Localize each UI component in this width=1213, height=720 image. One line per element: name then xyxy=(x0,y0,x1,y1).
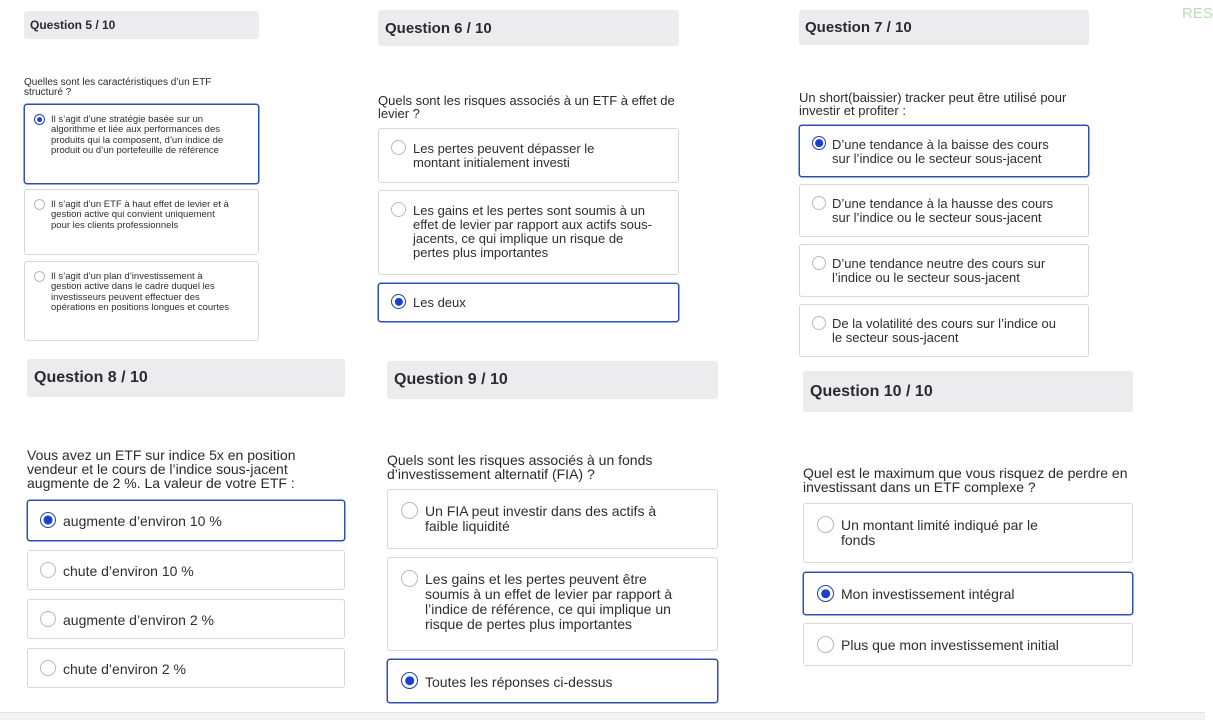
question-6-header xyxy=(378,10,679,46)
q6-option-1-text: Les pertes peuvent dépasser le montant initialement investi xyxy=(413,141,595,171)
q9-option-1-text: Un FIA peut investir dans des actifs à faible liquidité xyxy=(425,503,657,535)
q7-option-4-radio[interactable] xyxy=(812,316,826,330)
q7-option-3[interactable] xyxy=(799,244,1089,297)
q8-option-1-radio[interactable] xyxy=(40,512,56,528)
q6-option-3-radio[interactable] xyxy=(391,294,406,309)
q7-option-1[interactable] xyxy=(799,125,1089,177)
q8-option-1[interactable] xyxy=(27,500,345,541)
q8-option-1-text: augmente d’environ 10 % xyxy=(63,513,222,529)
q10-option-1-radio[interactable] xyxy=(817,516,834,533)
question-10-header xyxy=(803,371,1133,412)
question-9-text: Quels sont les risques associés à un fonds d’investissement alternatif (FIA) ? xyxy=(387,452,653,482)
q6-option-1-radio[interactable] xyxy=(391,140,406,155)
q8-option-4-text: chute d’environ 2 % xyxy=(63,661,186,677)
q6-option-2[interactable] xyxy=(378,190,679,275)
q10-option-1[interactable] xyxy=(803,503,1133,563)
q5-option-1-text: Il s’agit d’une stratégie basée sur un algorithme et liée aux performances des produits qui la composent, d’un indice de produit ou d’un portefeuille de référence xyxy=(51,114,224,156)
q5-option-3-text: Il s’agit d’un plan d’investissement à gestion active dans le cadre duquel les investisseurs peuvent effectuer des opérations en positions longues et courtes xyxy=(51,271,229,313)
q9-option-2-text: Les gains et les pertes peuvent être soumis à un effet de levier par rapport à l’indice de référence, ce qui implique un risque de pertes plus importantes xyxy=(425,571,673,633)
q5-option-3-radio[interactable] xyxy=(34,271,45,282)
q5-option-2-text: Il s’agit d’un ETF à haut effet de levier et à gestion active qui convient uniquement pour les clients professionnels xyxy=(51,199,229,231)
question-10-text: Quel est le maximum que vous risquez de perdre en investissant dans un ETF complexe ? xyxy=(803,465,1128,495)
q7-option-4[interactable] xyxy=(799,304,1089,357)
q9-option-2-radio[interactable] xyxy=(401,570,418,587)
q7-option-3-text: D’une tendance neutre des cours sur l’indice ou le secteur sous-jacent xyxy=(832,256,1046,286)
question-9-header xyxy=(387,361,718,399)
q5-option-1-radio[interactable] xyxy=(34,114,45,125)
q9-option-2[interactable] xyxy=(387,557,718,651)
question-6-text: Quels sont les risques associés à un ETF à effet de levier ? xyxy=(378,93,675,121)
q7-option-2[interactable] xyxy=(799,184,1089,237)
q10-option-2-text: Mon investissement intégral xyxy=(841,586,1015,602)
question-5-header-text: Question 5 / 10 xyxy=(30,18,116,32)
q9-option-3-radio[interactable] xyxy=(401,672,418,689)
question-7-header xyxy=(799,10,1089,45)
q9-option-1-radio[interactable] xyxy=(401,502,418,519)
q6-option-3[interactable] xyxy=(378,283,679,322)
question-9-header-text: Question 9 / 10 xyxy=(394,371,508,388)
q5-option-3[interactable] xyxy=(24,261,259,341)
q5-option-1[interactable] xyxy=(24,104,259,184)
question-8-text: Vous avez un ETF sur indice 5x en position vendeur et le cours de l’indice sous-jacent augmente de 2 %. La valeur de votre ETF : xyxy=(27,447,296,491)
q5-option-2[interactable] xyxy=(24,189,259,255)
q10-option-3-text: Plus que mon investissement initial xyxy=(841,637,1059,653)
q8-option-3[interactable] xyxy=(27,599,345,639)
q10-option-1-text: Un montant limité indiqué par le fonds xyxy=(841,517,1038,549)
question-10-header-text: Question 10 / 10 xyxy=(810,382,933,400)
question-7-header-text: Question 7 / 10 xyxy=(805,19,912,36)
q8-option-4[interactable] xyxy=(27,648,345,688)
q7-option-4-text: De la volatilité des cours sur l’indice ou le secteur sous-jacent xyxy=(832,316,1056,346)
q5-option-2-radio[interactable] xyxy=(34,199,45,210)
q8-option-2-text: chute d’environ 10 % xyxy=(63,563,194,579)
q7-option-2-text: D’une tendance à la hausse des cours sur l’indice ou le secteur sous-jacent xyxy=(832,196,1054,226)
question-8-header-text: Question 8 / 10 xyxy=(34,369,148,386)
bottom-divider xyxy=(0,712,1205,720)
q8-option-3-text: augmente d’environ 2 % xyxy=(63,612,214,628)
q8-option-3-radio[interactable] xyxy=(40,611,56,627)
q6-option-3-text: Les deux xyxy=(413,295,466,310)
question-8-header xyxy=(27,359,345,397)
question-5-header xyxy=(24,11,259,39)
q7-option-1-text: D’une tendance à la baisse des cours sur l’indice ou le secteur sous-jacent xyxy=(832,137,1049,167)
q9-option-3[interactable] xyxy=(387,659,718,703)
q8-option-4-radio[interactable] xyxy=(40,660,56,676)
q10-option-3[interactable] xyxy=(803,623,1133,666)
q8-option-2[interactable] xyxy=(27,550,345,590)
q6-option-1[interactable] xyxy=(378,128,679,183)
question-5-text: Quelles sont les caractéristiques d’un ETF structuré ? xyxy=(24,77,212,98)
q10-option-3-radio[interactable] xyxy=(817,636,834,653)
q6-option-2-radio[interactable] xyxy=(391,202,406,217)
q6-option-2-text: Les gains et les pertes sont soumis à un effet de levier par rapport aux actifs sous-jacents, ce qui implique un risque de pertes plus importantes xyxy=(413,203,652,261)
q9-option-3-text: Toutes les réponses ci-dessus xyxy=(425,674,613,690)
question-6-header-text: Question 6 / 10 xyxy=(385,19,492,37)
q10-option-2[interactable] xyxy=(803,572,1133,615)
q8-option-2-radio[interactable] xyxy=(40,562,56,578)
q9-option-1[interactable] xyxy=(387,489,718,549)
q7-option-2-radio[interactable] xyxy=(812,196,826,210)
q7-option-1-radio[interactable] xyxy=(812,136,826,150)
question-7-text: Un short(baissier) tracker peut être utilisé pour investir et profiter : xyxy=(799,90,1067,118)
corner-label: RES xyxy=(1182,5,1213,22)
q7-option-3-radio[interactable] xyxy=(812,256,826,270)
q10-option-2-radio[interactable] xyxy=(817,585,834,602)
